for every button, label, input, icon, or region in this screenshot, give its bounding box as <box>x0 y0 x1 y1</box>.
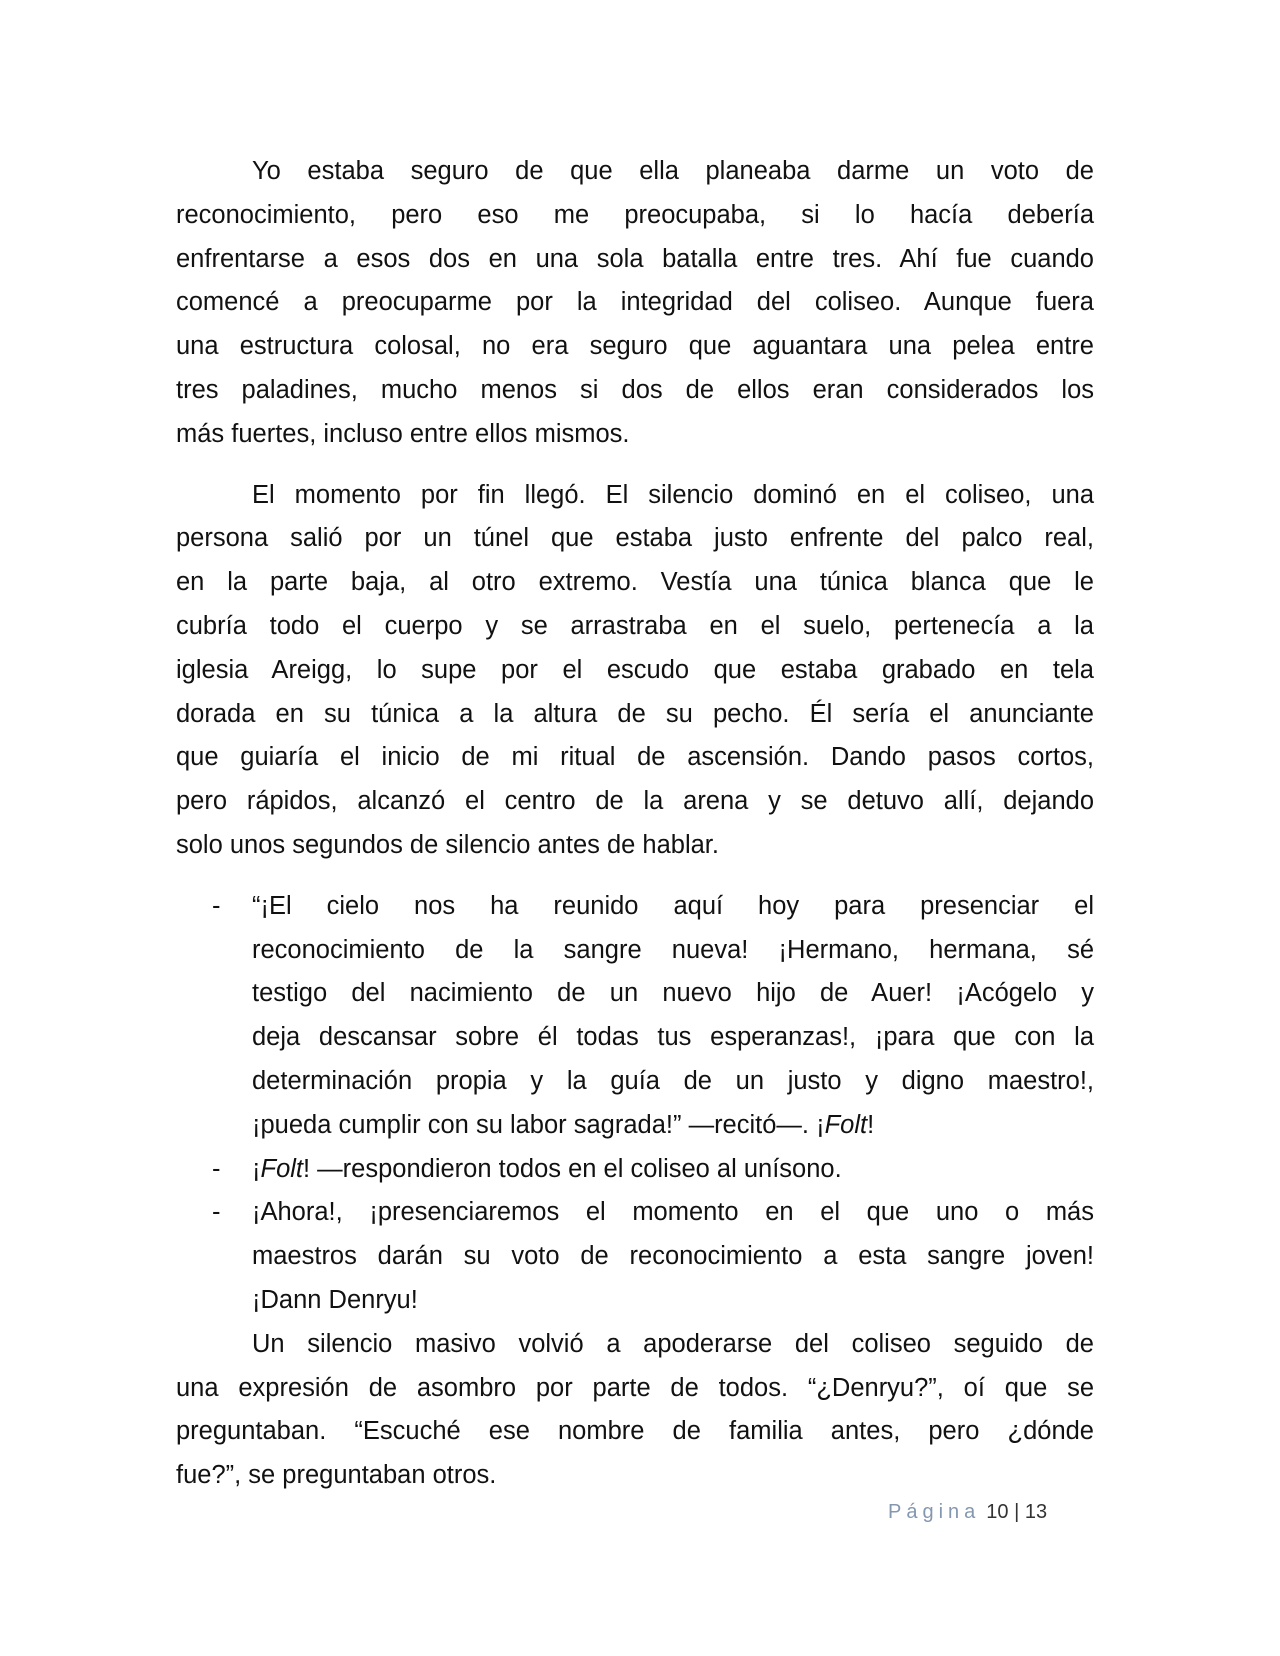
text-line <box>176 1060 1094 1104</box>
text-line <box>176 649 1094 693</box>
dialogue-item <box>176 1148 1094 1192</box>
page-total: 13 <box>1024 1501 1048 1523</box>
text-line <box>176 1410 1094 1454</box>
text-line <box>176 238 1094 282</box>
line-text: cubría todo el cuerpo y se arrastraba en el suelo, pertenecía a la <box>176 611 1094 640</box>
line-text: que guiaría el inicio de mi ritual de ascensión. Dando pasos cortos, <box>176 743 1094 772</box>
line-text: ¡Dann Denryu! <box>252 1285 418 1314</box>
line-text: Yo estaba seguro de que ella planeaba darme un voto de <box>252 157 1094 185</box>
dialogue-dash: - <box>212 1198 221 1227</box>
line-text: persona salió por un túnel que estaba justo enfrente del palco real, <box>176 524 1094 553</box>
line-text: tres paladines, mucho menos si dos de ellos eran considerados los <box>176 375 1094 404</box>
page-current: 10 <box>986 1501 1009 1523</box>
paragraph <box>176 1323 1094 1498</box>
page-label: Página <box>888 1501 981 1523</box>
text-line <box>176 1016 1094 1060</box>
dialogue-item <box>176 885 1094 1148</box>
line-text: ! —respondieron todos en el coliseo al unísono. <box>303 1154 842 1183</box>
text-line <box>176 281 1094 325</box>
text-line <box>176 1235 1094 1279</box>
line-text: pero rápidos, alcanzó el centro de la arena y se detuvo allí, dejando <box>176 787 1094 816</box>
text-line <box>176 517 1094 561</box>
text-line <box>176 1323 1094 1367</box>
line-text: dorada en su túnica a la altura de su pecho. Él sería el anunciante <box>176 699 1094 728</box>
line-text: fue?”, se preguntaban otros. <box>176 1461 497 1490</box>
text-line <box>176 605 1094 649</box>
text-line <box>176 972 1094 1016</box>
line-text: en la parte baja, al otro extremo. Vestía una túnica blanca que le <box>176 568 1094 597</box>
line-text: testigo del nacimiento de un nuevo hijo de Auer! ¡Acógelo y <box>252 979 1094 1008</box>
line-text: ¡ <box>252 1154 261 1183</box>
line-text: enfrentarse a esos dos en una sola batalla entre tres. Ahí fue cuando <box>176 244 1094 273</box>
document-body <box>176 150 1094 1515</box>
line-text: reconocimiento de la sangre nueva! ¡Hermano, hermana, sé <box>252 935 1094 964</box>
page-footer <box>888 1498 1047 1526</box>
text-line <box>176 693 1094 737</box>
line-text: preguntaban. “Escuché ese nombre de familia antes, pero ¿dónde <box>176 1417 1094 1446</box>
text-line <box>176 474 1094 518</box>
text-line <box>176 780 1094 824</box>
text-line <box>176 1191 1094 1235</box>
text-line <box>176 824 1094 868</box>
line-text: determinación propia y la guía de un justo y digno maestro!, <box>252 1066 1094 1095</box>
text-line <box>176 1367 1094 1411</box>
line-text: Un silencio masivo volvió a apoderarse del coliseo seguido de <box>252 1329 1094 1358</box>
text-line <box>176 1104 1094 1148</box>
text-line <box>176 325 1094 369</box>
text-line <box>176 369 1094 413</box>
text-line <box>176 736 1094 780</box>
line-text: una estructura colosal, no era seguro que aguantara una pelea entre <box>176 332 1094 361</box>
line-text: ! <box>867 1110 875 1139</box>
paragraph <box>176 150 1094 457</box>
text-line <box>176 929 1094 973</box>
line-text: deja descansar sobre él todas tus esperanzas!, ¡para que con la <box>252 1023 1094 1052</box>
line-text: iglesia Areigg, lo supe por el escudo que estaba grabado en tela <box>176 655 1094 684</box>
page-separator: | <box>1014 1501 1020 1523</box>
line-text: solo unos segundos de silencio antes de hablar. <box>176 830 719 859</box>
line-text: una expresión de asombro por parte de todos. “¿Denryu?”, oí que se <box>176 1373 1094 1402</box>
text-line <box>176 885 1094 929</box>
dialogue-dash: - <box>212 1154 221 1183</box>
line-text: más fuertes, incluso entre ellos mismos. <box>176 419 630 448</box>
line-text: reconocimiento, pero eso me preocupaba, si lo hacía debería <box>176 200 1094 229</box>
line-text: maestros darán su voto de reconocimiento a esta sangre joven! <box>252 1242 1094 1271</box>
italic-text: Folt <box>824 1110 868 1139</box>
text-line <box>176 150 1094 194</box>
text-line <box>176 413 1094 457</box>
text-line <box>176 1279 1094 1323</box>
paragraph <box>176 474 1094 868</box>
text-line <box>176 194 1094 238</box>
line-text: “¡El cielo nos ha reunido aquí hoy para presenciar el <box>252 891 1094 920</box>
italic-text: Folt <box>260 1154 304 1183</box>
line-text: ¡pueda cumplir con su labor sagrada!” —recitó—. ¡ <box>252 1110 825 1139</box>
dialogue-item <box>176 1191 1094 1322</box>
dialogue-dash: - <box>212 891 221 920</box>
line-text: El momento por fin llegó. El silencio dominó en el coliseo, una <box>252 480 1094 509</box>
line-text: ¡Ahora!, ¡presenciaremos el momento en el que uno o más <box>252 1198 1094 1227</box>
text-line <box>176 1148 1094 1192</box>
line-text: comencé a preocuparme por la integridad del coliseo. Aunque fuera <box>176 288 1094 317</box>
text-line <box>176 561 1094 605</box>
text-line <box>176 1454 1094 1498</box>
